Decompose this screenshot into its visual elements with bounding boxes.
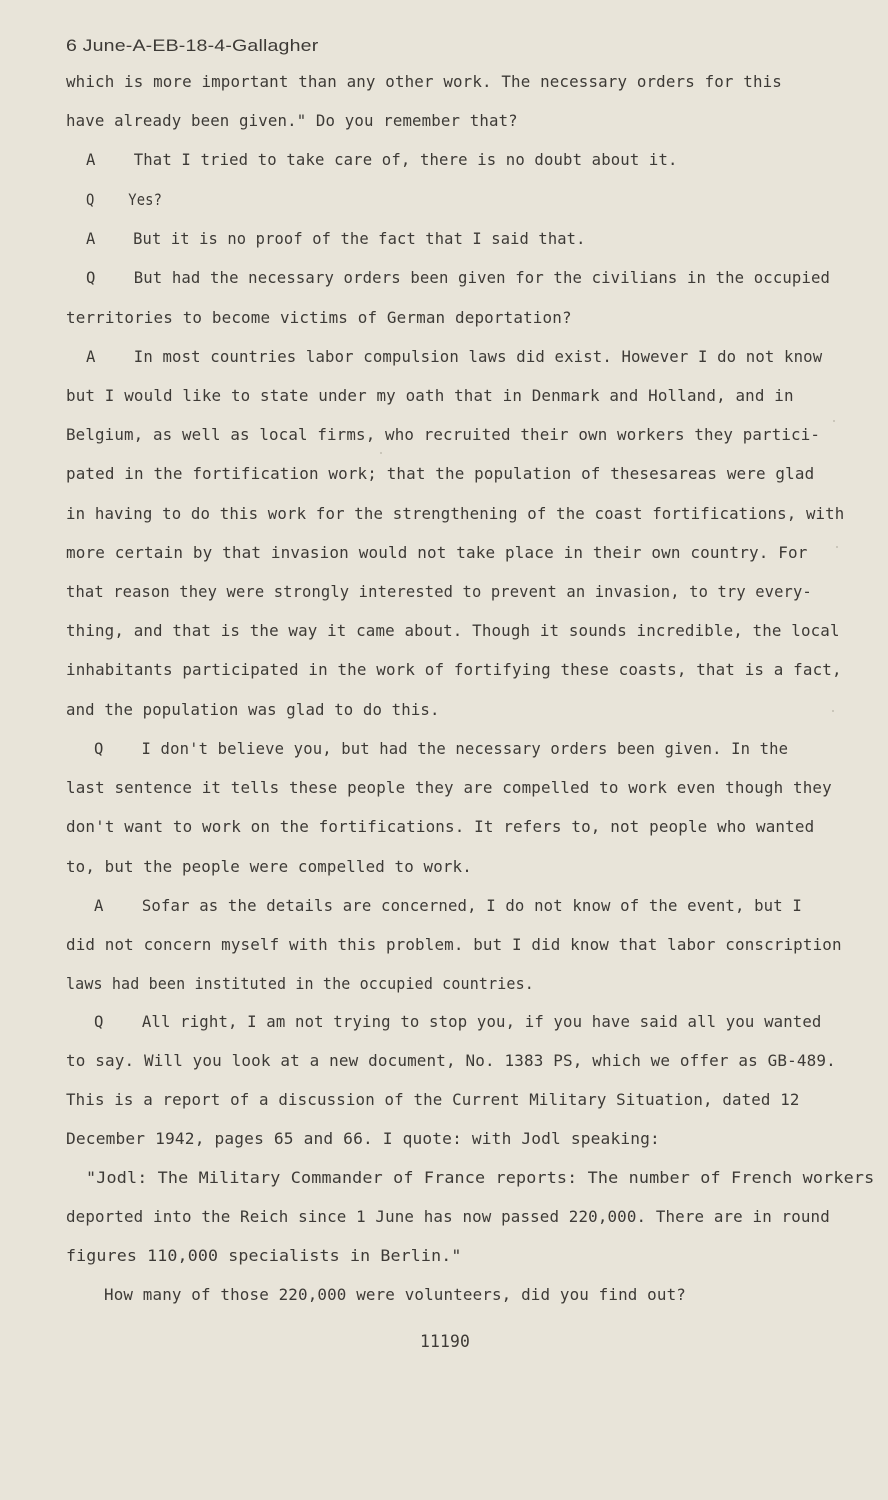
paper-speck — [836, 546, 838, 548]
transcript-line: figures 110,000 specialists in Berlin." — [66, 1246, 462, 1265]
transcript-line: A In most countries labor compulsion laws did exist. However I do not know — [86, 347, 823, 366]
transcript-line: How many of those 220,000 were volunteers, did you find out? — [104, 1285, 686, 1304]
transcript-line: pated in the fortification work; that the population of thesesareas were glad — [66, 464, 815, 483]
transcript-line: laws had been instituted in the occupied countries. — [66, 974, 534, 993]
transcript-line: Q All right, I am not trying to stop you, if you have said all you wanted — [94, 1012, 822, 1031]
transcript-line: in having to do this work for the strengthening of the coast fortifications, with — [66, 504, 845, 523]
paper-speck — [832, 710, 834, 712]
transcript-line: A But it is no proof of the fact that I said that. — [86, 229, 586, 248]
transcript-line: last sentence it tells these people they are compelled to work even though they — [66, 778, 832, 797]
paper-speck — [833, 420, 835, 422]
transcript-line: inhabitants participated in the work of fortifying these coasts, that is a fact, — [66, 660, 842, 679]
transcript-line: Q I don't believe you, but had the necessary orders been given. In the — [94, 739, 789, 758]
transcript-line: did not concern myself with this problem. but I did know that labor conscription — [66, 935, 842, 954]
transcript-line: Q Yes? — [86, 190, 163, 209]
transcript-line: but I would like to state under my oath that in Denmark and Holland, and in — [66, 386, 794, 405]
transcript-line: don't want to work on the fortifications. It refers to, not people who wanted — [66, 817, 815, 836]
transcript-line: to say. Will you look at a new document, No. 1383 PS, which we offer as GB-489. — [66, 1051, 836, 1070]
transcript-line: "Jodl: The Military Commander of France reports: The number of French workers — [86, 1168, 875, 1187]
transcript-line: A Sofar as the details are concerned, I do not know of the event, but I — [94, 896, 802, 915]
page-header: 6 June-A-EB-18-4-Gallagher — [66, 36, 319, 55]
transcript-line: thing, and that is the way it came about. Though it sounds incredible, the local — [66, 621, 840, 640]
transcript-line: have already been given." Do you remember that? — [66, 111, 518, 130]
page-number: 11190 — [420, 1332, 470, 1352]
transcript-line: deported into the Reich since 1 June has now passed 220,000. There are in round — [66, 1207, 830, 1226]
transcript-line: more certain by that invasion would not take place in their own country. For — [66, 543, 808, 562]
transcript-line: This is a report of a discussion of the Current Military Situation, dated 12 — [66, 1090, 800, 1109]
transcript-line: territories to become victims of German deportation? — [66, 308, 572, 327]
transcript-line: that reason they were strongly interested to prevent an invasion, to try every- — [66, 582, 812, 601]
transcript-line: A That I tried to take care of, there is no doubt about it. — [86, 150, 678, 169]
transcript-line: which is more important than any other work. The necessary orders for this — [66, 72, 782, 91]
transcript-line: Belgium, as well as local firms, who recruited their own workers they partici- — [66, 425, 821, 444]
transcript-line: Q But had the necessary orders been given for the civilians in the occupied — [86, 268, 831, 287]
transcript-line: December 1942, pages 65 and 66. I quote: with Jodl speaking: — [66, 1129, 660, 1148]
transcript-line: to, but the people were compelled to work. — [66, 857, 472, 876]
transcript-line: and the population was glad to do this. — [66, 700, 440, 719]
paper-speck — [380, 452, 382, 454]
